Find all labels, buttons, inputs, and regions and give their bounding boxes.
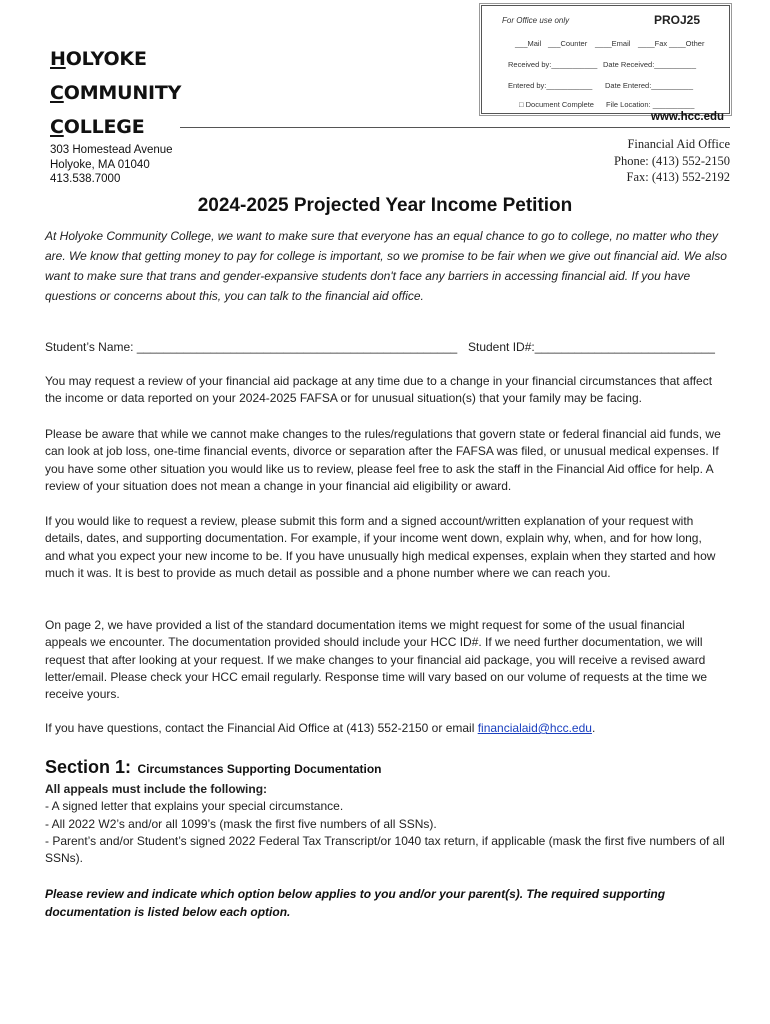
office-use-title: For Office use only: [502, 16, 570, 25]
requirements-list: [45, 781, 725, 867]
paragraph-review-request: You may request a review of your financial aid package at any time due to a change in your financial circumstances that affect the income or data reported on your 2024-2025 FAFSA or for unusual situation(s) that your family may be facing.: [45, 374, 713, 406]
office-date-entered: Date Entered:__________: [605, 81, 693, 90]
form-code: PROJ25: [654, 13, 701, 27]
office-mail: ___Mail: [515, 39, 542, 48]
address-city: Holyoke, MA 01040: [50, 158, 150, 171]
list-item: - Parent’s and/or Student’s signed 2022 Federal Tax Transcript/or 1040 tax return, if applicable (mask the first five numbers of all SSNs).: [45, 833, 725, 866]
logo-line-2: COMMUNITY: [50, 82, 182, 104]
address-phone: 413.538.7000: [50, 173, 121, 185]
paragraph-contact: If you have questions, contact the Financial Aid Office at (413) 552-2150 or email financialaid@hcc.edu.: [45, 721, 596, 735]
fa-office-phone: Phone: (413) 552-2150: [614, 153, 730, 168]
college-address: [50, 143, 173, 187]
paragraph-rules: Please be aware that while we cannot make changes to the rules/regulations that govern state or federal financial aid funds, we can look at job loss, one-time financial events, divorce or separation after the FAFSA was filed, or unusual medical expenses. If you have some other situation you would like us to review, please feel free to ask the staff in the Financial Aid office for help. A review of your situation does not mean a change in your financial aid eligibility or award.: [45, 427, 721, 493]
header-divider: [180, 127, 730, 128]
office-other: ____Other: [669, 39, 705, 48]
requirements-heading: All appeals must include the following:: [45, 782, 268, 796]
office-entered-by: Entered by:___________: [508, 81, 593, 90]
office-use-box: [481, 5, 730, 114]
section-1-heading: [45, 757, 382, 778]
website-url[interactable]: www.hcc.edu: [651, 111, 725, 123]
address-street: 303 Homestead Avenue: [50, 144, 173, 156]
office-email: ____Email: [595, 39, 631, 48]
office-received-by: Received by:___________: [508, 60, 598, 69]
section-1-subtitle: Circumstances Supporting Documentation: [137, 762, 382, 776]
section-1-instructions: Please review and indicate which option below applies to you and/or your parent(s). The required supporting documentation is listed below each option.: [45, 887, 666, 919]
financial-aid-contact: [614, 136, 730, 186]
college-logo: [50, 48, 190, 150]
list-item: - A signed letter that explains your special circumstance.: [45, 799, 344, 814]
office-date-received: Date Received:__________: [603, 60, 696, 69]
page-title: 2024-2025 Projected Year Income Petition: [197, 195, 573, 216]
student-name-field[interactable]: Student’s Name: ________________________________________________: [45, 340, 458, 354]
paragraph-documentation: On page 2, we have provided a list of the standard documentation items we might request for some of the usual financial appeals we encounter. The documentation provided should include your HCC ID#. If we need further documentation, we will request that after looking at your request. If we make changes to your financial aid package, you will receive a revised award letter/email. Please check your HCC email regularly. Response time will vary based on our volume of requests at the time we receive yours.: [45, 618, 708, 702]
office-fax: ____Fax: [638, 39, 668, 48]
fa-office-name: Financial Aid Office: [627, 137, 730, 151]
email-link[interactable]: financialaid@hcc.edu: [477, 721, 592, 735]
logo-line-3: COLLEGE: [50, 116, 145, 138]
office-file-location: File Location: __________: [606, 100, 695, 109]
office-document-complete: □ Document Complete: [519, 100, 594, 109]
paragraph-how-to-request: If you would like to request a review, please submit this form and a signed account/written explanation of your request with details, dates, and supporting documentation. For example, if your income went down, explain why, when, and for how long, and what you expect your new income to be. If you have unusually high medical expenses, explain when they started and how much it was. It is best to provide as much detail as possible and a phone number where we can reach you.: [45, 514, 716, 580]
logo-line-1: HOLYOKE: [50, 48, 147, 70]
list-item: - All 2022 W2’s and/or all 1099’s (mask the first five numbers of all SSNs).: [45, 816, 437, 831]
section-1-label: Section 1:: [45, 757, 132, 777]
intro-statement: At Holyoke Community College, we want to make sure that everyone has an equal chance to go to college, no matter who they are. We know that getting money to pay for college is important, so we promise to be fair when we give out financial aid. We also want to make sure that trans and gender-expansive students don't face any barriers in accessing financial aid. If you have questions or concerns about this, you can talk to the financial aid office.: [45, 229, 727, 303]
student-id-field[interactable]: Student ID#:___________________________: [468, 340, 715, 354]
office-counter: ___Counter: [548, 39, 588, 48]
fa-office-fax: Fax: (413) 552-2192: [626, 170, 730, 184]
